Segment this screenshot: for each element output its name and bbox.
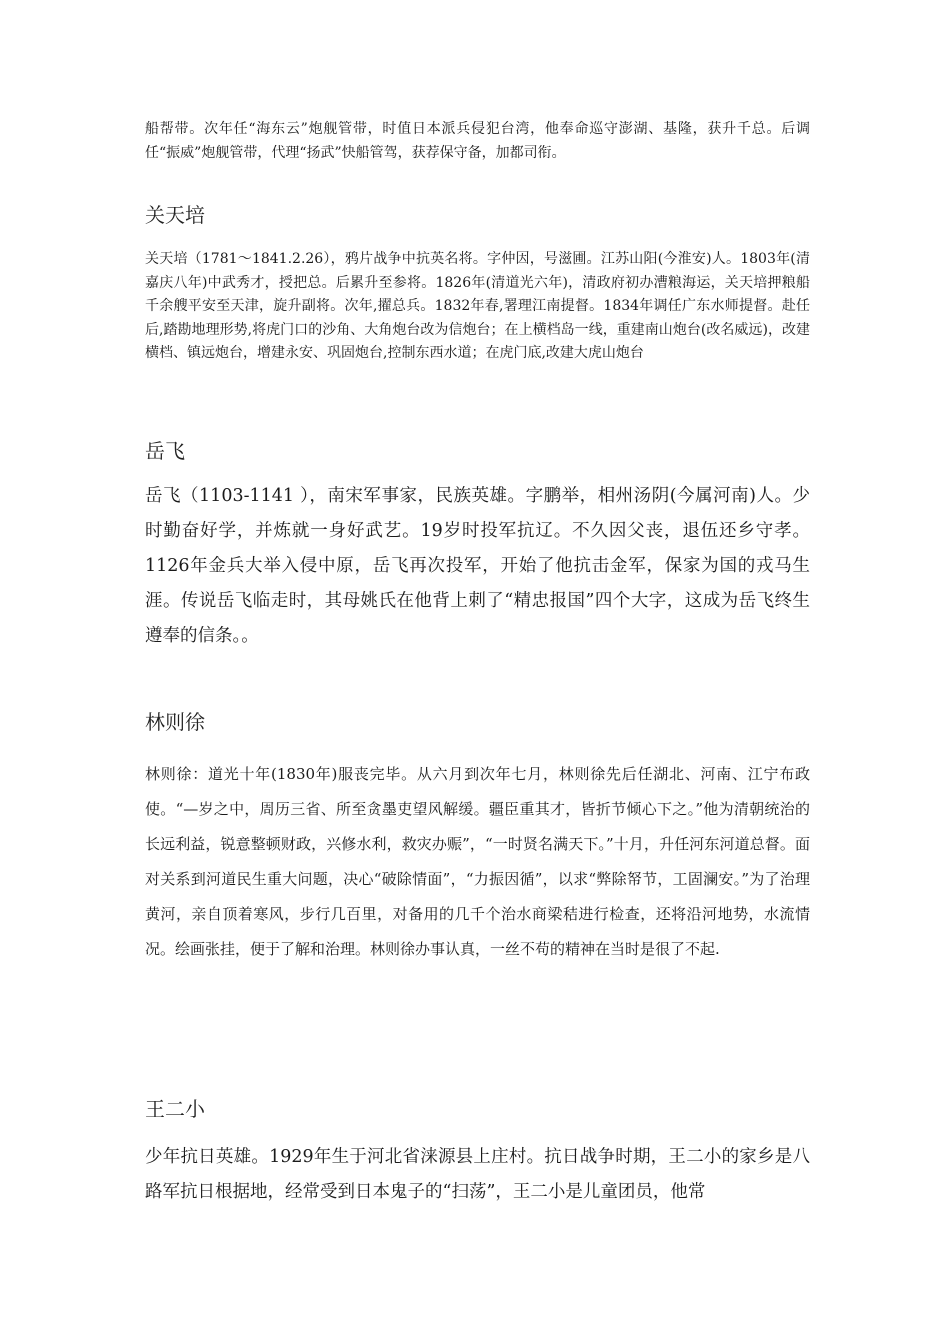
section-title-wang-erxiao: 王二小 (145, 1097, 205, 1121)
wang-erxiao-paragraph: 少年抗日英雄。1929年生于河北省涞源县上庄村。抗日战争时期，王二小的家乡是八路军抗日根据地，经常受到日本鬼子的“扫荡”，王二小是儿童团员，他常 (145, 1147, 810, 1202)
intro-paragraph: 船帮带。次年任“海东云”炮舰管带，时值日本派兵侵犯台湾，他奉命巡守澎湖、基隆，获升千总。后调任“振威”炮舰管带，代理“扬武”快船管驾，获荐保守备，加都司衔。 (145, 121, 810, 161)
yue-fei-paragraph: 岳飞（1103-1141 ），南宋军事家，民族英雄。字鹏举，相州汤阴(今属河南)人。少时勤奋好学，并炼就一身好武艺。19岁时投军抗辽。不久因父丧，退伍还乡守孝。1126年金兵大举入侵中原，岳飞再次投军，开始了他抗击金军，保家为国的戎马生涯。传说岳飞临走时，其母姚氏在他背上刺了“精忠报国”四个大字，这成为岳飞终生遵奉的信条。。 (145, 486, 810, 646)
section-title-yue-fei: 岳飞 (145, 439, 185, 463)
guan-tianpei-paragraph: 关天培（1781～1841.2.26），鸦片战争中抗英名将。字仲因，号滋圃。江苏山阳(今淮安)人。1803年(清嘉庆八年)中武秀才，授把总。后累升至参将。1826年(清道光六年)，清政府初办漕粮海运，关天培押粮船千余艘平安至天津，旋升副将。次年,擢总兵。1832年春,署理江南提督。1834年调任广东水师提督。赴任后,踏勘地理形势,将虎门口的沙角、大角炮台改为信炮台；在上横档岛一线，重建南山炮台(改名威远)，改建横档、镇远炮台，增建永安、巩固炮台,控制东西水道；在虎门底,改建大虎山炮台 (145, 251, 810, 361)
section-title-guan-tianpei: 关天培 (145, 203, 205, 227)
section-title-lin-zexu: 林则徐 (145, 710, 205, 734)
lin-zexu-paragraph: 林则徐：道光十年(1830年)服丧完毕。从六月到次年七月，林则徐先后任湖北、河南、江宁布政使。“—岁之中，周历三省、所至贪墨吏望风解缓。疆臣重其才，皆折节倾心下之。”他为清朝统治的长远利益，锐意整顿财政，兴修水利，救灾办赈”，“一时贤名满天下。”十月，升任河东河道总督。面对关系到河道民生重大问题，决心“破除情面”，“力振因循”，以求“弊除帑节，工固澜安。”为了治理黄河，亲自顶着寒风，步行几百里，对备用的几千个治水商梁秸进行检查，还将沿河地势，水流情况。绘画张挂，便于了解和治理。林则徐办事认真，一丝不苟的精神在当时是很了不起. (145, 765, 810, 958)
